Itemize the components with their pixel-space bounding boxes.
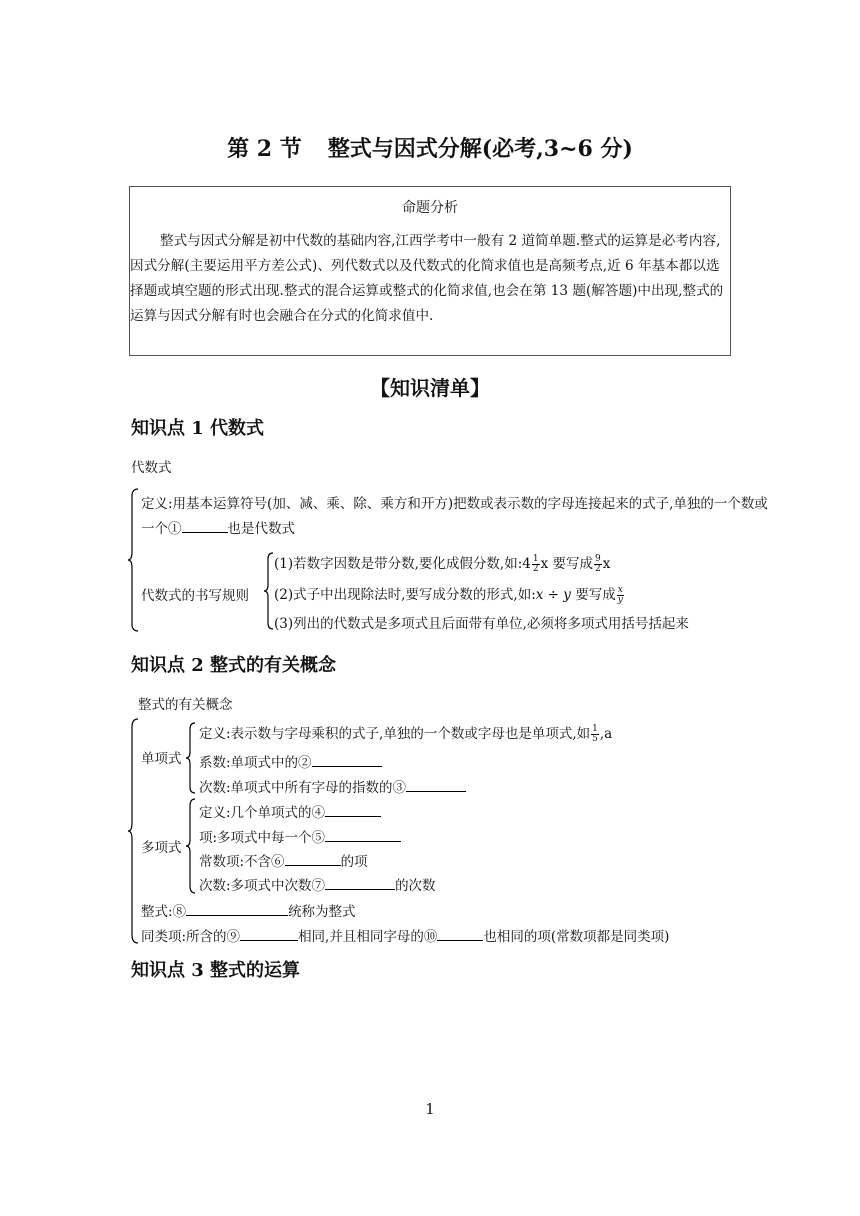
frac-den: 2 xyxy=(532,564,539,574)
polynomial-term xyxy=(199,826,401,846)
kp1-rules-label: 代数式的书写规则 xyxy=(141,588,249,604)
kp1-subheading: 代数式 xyxy=(131,460,172,476)
monomial-coef-text: 系数:单项式中的② xyxy=(199,755,312,771)
frac-den: y xyxy=(617,595,623,605)
kp1-rules-brace xyxy=(264,552,274,630)
polynomial-degree xyxy=(199,874,436,894)
blank-6[interactable] xyxy=(285,851,341,866)
blank-3[interactable] xyxy=(406,777,466,792)
polynomial-definition xyxy=(199,801,381,821)
kp1-heading: 知识点 1 代数式 xyxy=(131,418,265,439)
integral-expression xyxy=(141,900,356,920)
fraction xyxy=(617,586,624,605)
like-text-a: 同类项:所含的⑨ xyxy=(141,929,241,945)
page-number: 1 xyxy=(425,1100,435,1118)
polynomial-const-text-a: 常数项:不含⑥ xyxy=(199,854,285,870)
like-text-b: 相同,并且相同字母的⑩ xyxy=(298,929,438,945)
kp2-main-brace xyxy=(128,718,140,944)
rule2-text-b: 要写成 xyxy=(570,587,616,603)
polynomial-degree-text-a: 次数:多项式中次数⑦ xyxy=(199,878,326,894)
frac-den: 2 xyxy=(594,564,601,574)
rule1-text-a: (1)若数字因数是带分数,要化成假分数,如:4 xyxy=(274,556,531,572)
monomial-degree-text: 次数:单项式中所有字母的指数的③ xyxy=(199,780,407,796)
blank-9[interactable] xyxy=(240,926,298,941)
kp1-main-brace xyxy=(128,488,140,632)
rule2-text-a: (2)式子中出现除法时,要写成分数的形式,如: xyxy=(274,587,536,603)
kp1-rule2 xyxy=(274,583,625,605)
page-title xyxy=(0,132,860,163)
fraction xyxy=(594,555,602,574)
kp2-heading: 知识点 2 整式的有关概念 xyxy=(131,655,337,676)
polynomial-constant xyxy=(199,850,368,870)
polynomial-const-text-b: 的项 xyxy=(340,854,368,870)
frac-num: 9 xyxy=(594,554,601,564)
monomial-label: 单项式 xyxy=(141,751,182,767)
section-topic: 整式与因式分解(必考,3~6 分) xyxy=(327,136,633,162)
monomial-brace xyxy=(186,722,196,794)
polynomial-label: 多项式 xyxy=(141,840,182,856)
blank-2[interactable] xyxy=(312,752,382,767)
analysis-heading: 命题分析 xyxy=(402,200,458,216)
monomial-definition xyxy=(199,722,612,744)
frac-num: x xyxy=(617,585,623,595)
kp2-subheading: 整式的有关概念 xyxy=(138,697,233,713)
kp1-def-line2-a: 一个① xyxy=(141,521,182,537)
rule1-text-b: x 要写成 xyxy=(540,556,593,572)
kp1-rule1 xyxy=(274,552,610,574)
frac-num: 1 xyxy=(592,724,598,734)
like-text-c: 也相同的项(常数项都是同类项) xyxy=(483,929,670,945)
like-terms xyxy=(141,925,669,945)
blank-1[interactable] xyxy=(182,518,228,533)
monomial-def-text-b: ,a xyxy=(599,726,613,742)
kp3-heading: 知识点 3 整式的运算 xyxy=(131,960,301,981)
analysis-box xyxy=(129,186,731,356)
integral-text-a: 整式:⑧ xyxy=(141,904,187,920)
rule2-expression: x ÷ y xyxy=(535,587,571,603)
section-number: 第 2 节 xyxy=(227,136,302,162)
kp1-rule3: (3)列出的代数式是多项式且后面带有单位,必须将多项式用括号括起来 xyxy=(274,616,689,632)
analysis-text: 整式与因式分解是初中代数的基础内容,江西学考中一般有 2 道简单题.整式的运算是必考内容,因式分解(主要运用平方差公式)、列代数式以及代数式的化简求值也是高频考点,近 6 年基本都以选择题或填空题的形式出现.整式的混合运算或整式的化简求值,也会在第 13 题(解答题)中出现,整式的运算与因式分解有时也会融合在分式的化简求值中. xyxy=(130,233,724,324)
knowledge-list-title: 【知识清单】 xyxy=(370,376,490,400)
blank-10[interactable] xyxy=(437,926,483,941)
blank-7[interactable] xyxy=(325,875,395,890)
blank-5[interactable] xyxy=(325,827,401,842)
kp1-def-line2-b: 也是代数式 xyxy=(227,521,295,537)
kp1-def-line2 xyxy=(141,517,295,537)
polynomial-degree-text-b: 的次数 xyxy=(395,878,436,894)
integral-text-b: 统称为整式 xyxy=(288,904,356,920)
blank-8[interactable] xyxy=(186,901,288,916)
polynomial-def-text: 定义:几个单项式的④ xyxy=(199,805,326,821)
monomial-degree xyxy=(199,776,466,796)
monomial-def-text: 定义:表示数与字母乘积的式子,单独的一个数或字母也是单项式,如 xyxy=(199,726,591,742)
kp1-def-line1: 定义:用基本运算符号(加、减、乘、除、乘方和开方)把数或表示数的字母连接起来的式子,单独的一个数或 xyxy=(141,496,768,512)
frac-num: 1 xyxy=(532,554,539,564)
polynomial-term-text: 项:多项式中每一个⑤ xyxy=(199,830,326,846)
frac-den: 5 xyxy=(592,734,598,744)
polynomial-brace xyxy=(186,798,196,894)
monomial-coefficient xyxy=(199,751,382,771)
fraction xyxy=(591,725,599,744)
rule1-text-c: x xyxy=(602,556,611,572)
blank-4[interactable] xyxy=(325,802,381,817)
fraction xyxy=(532,555,540,574)
